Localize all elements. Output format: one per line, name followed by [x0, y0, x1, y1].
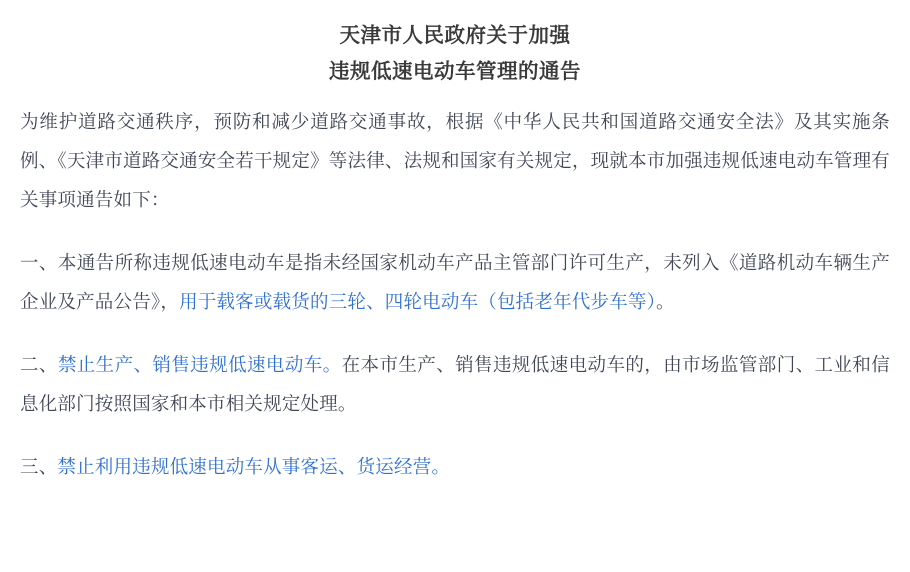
- text-segment: 。: [656, 291, 675, 312]
- paragraph-article-1: [20, 243, 890, 321]
- paragraph-preamble: [20, 102, 890, 219]
- document-body: [18, 102, 892, 486]
- page-title: [18, 18, 892, 90]
- text-segment: 一、本通告所称违规低速电动车是指未经国家机动车产品主管部门许可生产，未列入《道路机动车辆生产企业及产品公告》，: [20, 252, 890, 312]
- title-spacer: [18, 90, 892, 102]
- text-segment-highlight: 禁止生产、销售违规低速电动车。: [57, 354, 342, 375]
- paragraph-article-2: [20, 345, 890, 423]
- text-segment-highlight: 用于载客或载货的三轮、四轮电动车（包括老年代步车等）: [179, 291, 657, 312]
- paragraph-article-3: [20, 447, 890, 486]
- text-segment: 三、: [20, 456, 58, 477]
- text-segment: 二、: [20, 354, 58, 375]
- page-title-line-1: 天津市人民政府关于加强: [339, 24, 571, 47]
- text-segment: 在本市生产、销售违规低速电动车的，由市场监管部门、工业和信息化部门按照国家和本市相关规定处理。: [20, 354, 890, 414]
- text-segment: 为维护道路交通秩序，预防和减少道路交通事故，根据《中华人民共和国道路交通安全法》及其实施条例、《天津市道路交通安全若干规定》等法律、法规和国家有关规定，现就本市加强违规低速电动车管理有关事项通告如下：: [20, 111, 890, 210]
- page-title-line-2: 违规低速电动车管理的通告: [329, 60, 581, 83]
- text-segment-highlight: 禁止利用违规低速电动车从事客运、货运经营。: [57, 456, 451, 477]
